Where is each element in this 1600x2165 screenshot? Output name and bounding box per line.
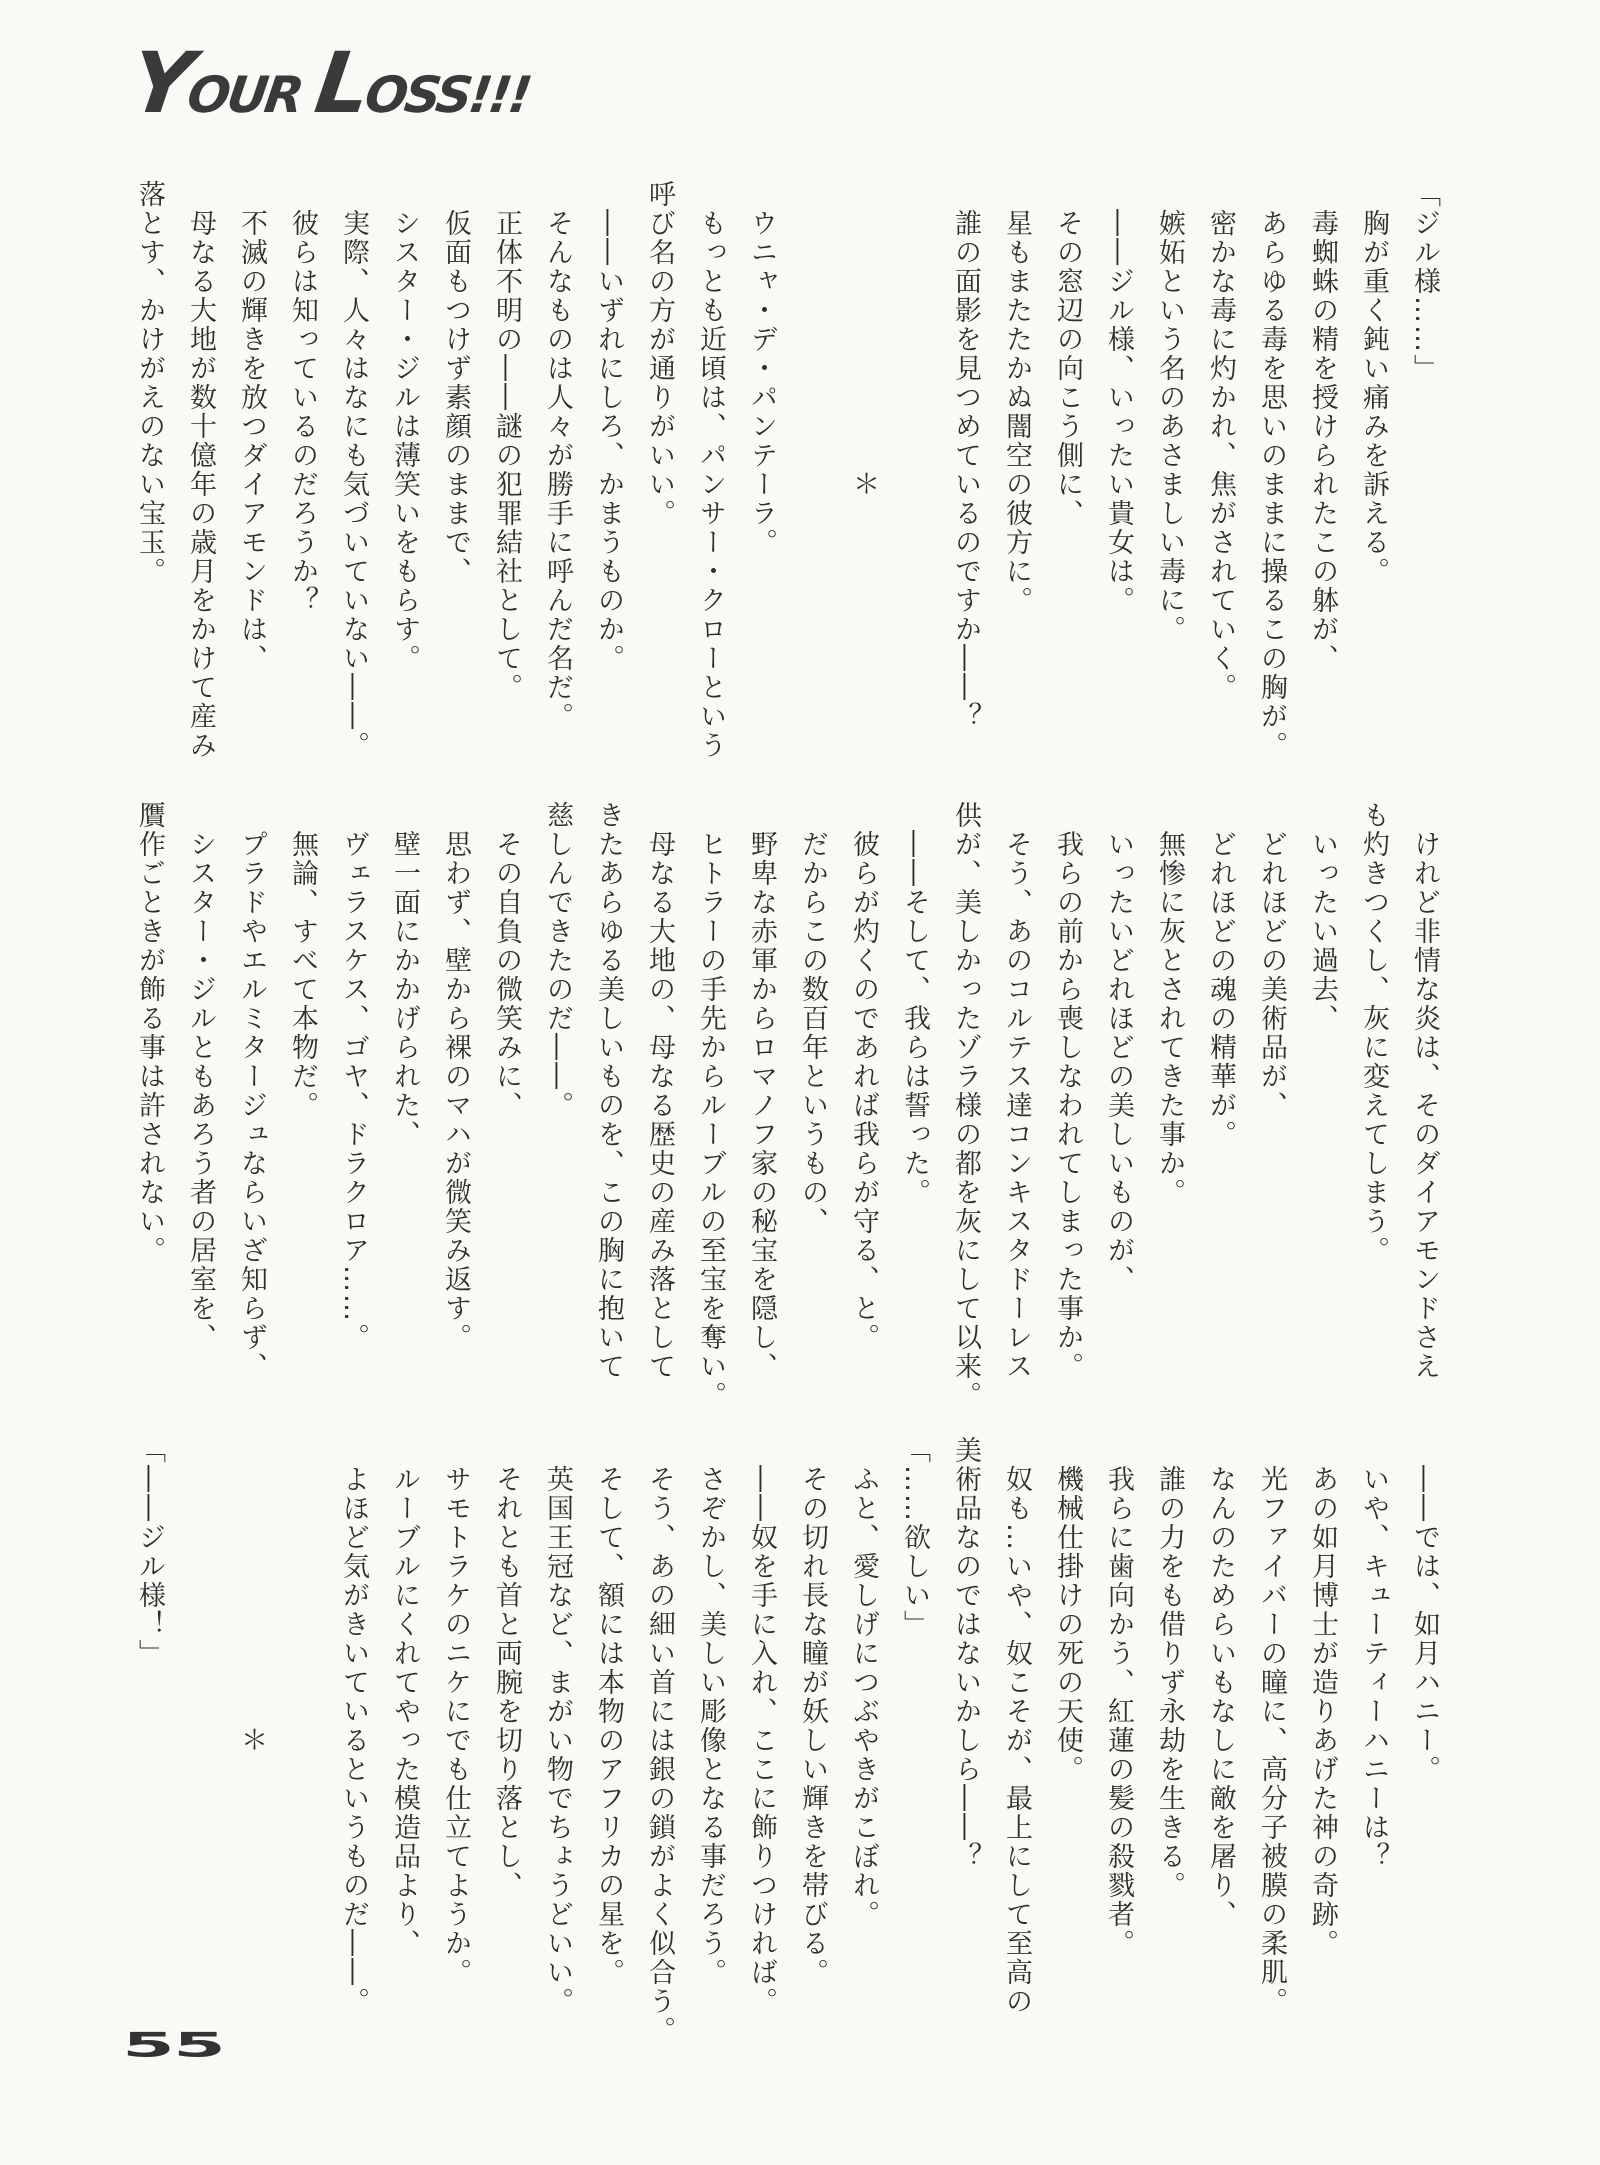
text-column: 不滅の輝きを放つダイアモンドは、 [236, 180, 267, 673]
text-column: ――ジル様、いったい貴女は。 [1103, 180, 1134, 615]
text-column: きたあらゆる美しいものを、この胸に抱いて [593, 801, 624, 1381]
text-column: そんなものは人々が勝手に呼んだ名だ。 [542, 180, 573, 731]
text-column: いったい過去、 [1307, 801, 1338, 1033]
text-column: 「……欲しい」 [899, 1436, 930, 1639]
text-column: 星もまたたかぬ闇空の彼方に。 [1001, 180, 1032, 615]
text-column: 密かな毒に灼かれ、焦がされていく。 [1205, 180, 1236, 702]
text-column: なんのためらいもなしに敵を屠り、 [1205, 1436, 1236, 1929]
text-column: ふと、愛しげにつぶやきがこぼれ。 [848, 1436, 879, 1929]
page-number: 55 [122, 2026, 224, 2066]
text-column: だからこの数百年というもの、 [797, 801, 828, 1236]
text-column: シスター・ジルは薄笑いをもらす。 [389, 180, 420, 673]
text-column [889, 180, 940, 800]
text-column: 慈しんできたのだ――。 [542, 801, 573, 1120]
text-column: も灼きつくし、灰に変えてしまう。 [1358, 801, 1389, 1265]
text-column: ――では、如月ハニー。 [1409, 1436, 1440, 1784]
text-column: その自負の微笑みに、 [491, 801, 522, 1120]
text-column: ルーブルにくれてやった模造品より、 [389, 1436, 420, 1958]
text-column: 母なる大地が数十億年の歳月をかけて産み [185, 180, 216, 760]
text-column: 彼らは知っているのだろうか？ [287, 180, 318, 615]
text-column: 誰の面影を見つめているのですか――？ [950, 180, 981, 731]
text-column: 機械仕掛けの死の天使。 [1052, 1436, 1083, 1784]
title-word-our: OUR [183, 66, 320, 124]
text-column: ＊ [236, 1436, 267, 1755]
text-column: ＊ [848, 180, 879, 499]
text-column: ――そして、我らは誓った。 [899, 801, 930, 1207]
text-column: 誰の力をも借りず永劫を生きる。 [1154, 1436, 1185, 1900]
text-column: いや、キューティーハニーは？ [1358, 1436, 1389, 1871]
text-column: 贋作ごときが飾る事は許されない。 [134, 801, 165, 1265]
text-column: 正体不明の――謎の犯罪結社として。 [491, 180, 522, 702]
text-column: どれほどの美術品が、 [1256, 801, 1287, 1120]
text-column: もっとも近頃は、パンサー・クローという [695, 180, 726, 760]
text-column: そう、あの細い首には銀の鎖がよく似合う。 [644, 1436, 675, 2045]
text-column: あらゆる毒を思いのままに操るこの胸が。 [1256, 180, 1287, 760]
text-column [277, 1436, 328, 2056]
text-column: そして、額には本物のアフリカの星を。 [593, 1436, 624, 1987]
text-column: あの如月博士が造りあげた神の奇跡。 [1307, 1436, 1338, 1958]
text-column: 野卑な赤軍からロマノフ家の秘宝を隠し、 [746, 801, 777, 1381]
chapter-title [124, 34, 533, 132]
text-column: 無惨に灰とされてきた事か。 [1154, 801, 1185, 1207]
title-letter-l: L [309, 34, 375, 132]
text-column: 英国王冠など、まがい物でちょうどいい。 [542, 1436, 573, 2016]
text-column: どれほどの魂の精華が。 [1205, 801, 1236, 1149]
text-column: その切れ長な瞳が妖しい輝きを帯びる。 [797, 1436, 828, 1987]
text-tier-lower [124, 1436, 1450, 2056]
text-column: 供が、美しかったゾラ様の都を灰にして以来。 [950, 801, 981, 1410]
text-column: 奴も…いや、奴こそが、最上にして至高の [1001, 1436, 1032, 2016]
text-column: ヴェラスケス、ゴヤ、ドラクロア……。 [338, 801, 369, 1352]
text-column: 「――ジル様！」 [134, 1436, 165, 1668]
text-column [175, 1436, 226, 2056]
text-column: そう、あのコルテス達コンキスタドーレス [1001, 801, 1032, 1381]
text-column: 胸が重く鈍い痛みを訴える。 [1358, 180, 1389, 586]
text-column: けれど非情な炎は、そのダイアモンドさえ [1409, 801, 1440, 1381]
text-column: ヒトラーの手先からルーブルの至宝を奪い。 [695, 801, 726, 1410]
text-column: ――いずれにしろ、かまうものか。 [593, 180, 624, 673]
text-column: シスター・ジルともあろう者の居室を、 [185, 801, 216, 1352]
text-column: 思わず、壁から裸のマハが微笑み返す。 [440, 801, 471, 1352]
text-column: 壁一面にかかげられた、 [389, 801, 420, 1149]
text-column: 落とす、かけがえのない宝玉。 [134, 180, 165, 586]
text-column: サモトラケのニケにでも仕立てようか。 [440, 1436, 471, 1987]
title-letter-y: Y [124, 34, 197, 132]
text-column: 毒蜘蛛の精を授けられたこの躰が、 [1307, 180, 1338, 673]
text-tier-middle [124, 801, 1450, 1421]
title-word-oss: OSS!!! [361, 66, 533, 124]
text-column: 仮面もつけず素顔のままで、 [440, 180, 471, 586]
text-column: 母なる大地の、母なる歴史の産み落として [644, 801, 675, 1381]
text-column: 無論、すべて本物だ。 [287, 801, 318, 1120]
text-column: ウニャ・デ・パンテーラ。 [746, 180, 777, 557]
text-column: いったいどれほどの美しいものが、 [1103, 801, 1134, 1294]
text-column [787, 180, 838, 800]
text-column: その窓辺の向こう側に、 [1052, 180, 1083, 528]
text-column: それとも首と両腕を切り落とし、 [491, 1436, 522, 1900]
text-column: 我らの前から喪しなわれてしまった事か。 [1052, 801, 1083, 1381]
text-column: 「ジル様……」 [1409, 180, 1440, 383]
text-column: 呼び名の方が通りがいい。 [644, 180, 675, 528]
text-column: 美術品なのではないかしら――？ [950, 1436, 981, 1871]
text-column: よほど気がきいているというものだ――。 [338, 1436, 369, 2016]
text-column: 彼らが灼くのであれば我らが守る、と。 [848, 801, 879, 1352]
text-column: 光ファイバーの瞳に、高分子被膜の柔肌。 [1256, 1436, 1287, 2016]
text-column: 嫉妬という名のあさましい毒に。 [1154, 180, 1185, 644]
text-column: 実際、人々はなにも気づいていない――。 [338, 180, 369, 760]
text-column: さぞかし、美しい彫像となる事だろう。 [695, 1436, 726, 1987]
text-column: 我らに歯向かう、紅蓮の髪の殺戮者。 [1103, 1436, 1134, 1958]
text-tier-upper [124, 180, 1450, 800]
text-column: ――奴を手に入れ、ここに飾りつければ。 [746, 1436, 777, 2016]
text-column: プラドやエルミタージュならいざ知らず、 [236, 801, 267, 1381]
